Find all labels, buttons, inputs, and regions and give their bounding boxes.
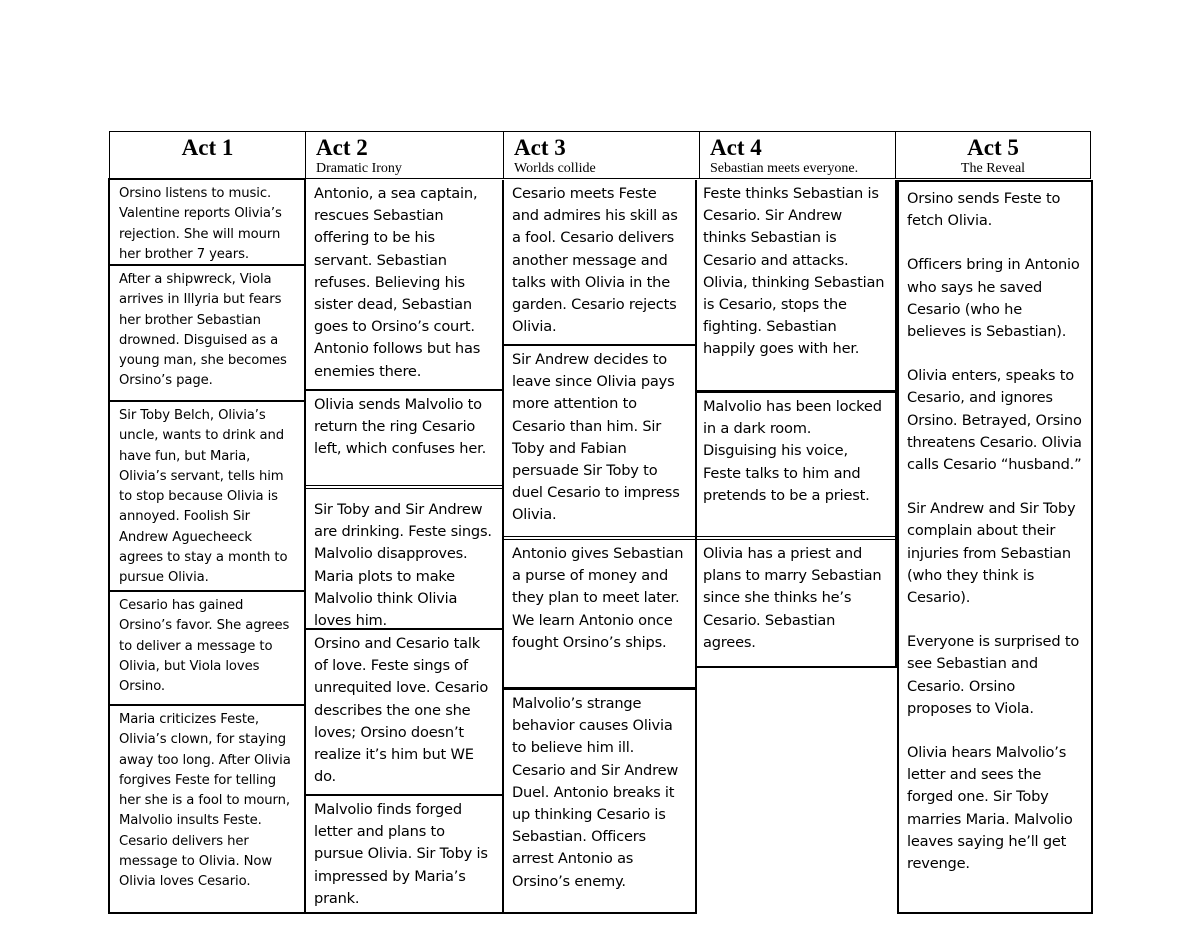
act-1-scene-4 [110,590,304,706]
act-1-column [108,178,306,914]
act-3-scene-4-text: Malvolio’s strange behavior causes Olivia to believe him ill. Cesario and Sir Andrew Duel. Antonio breaks it up thinking Cesario is Sebastian. Officers arrest Antonio as Orsino’s enemy. [512,695,679,890]
act-3-scene-3 [504,536,695,689]
act-1-scene-5 [110,704,304,914]
act-2-subtitle: Dramatic Irony [316,161,402,176]
act-3-subtitle: Worlds collide [514,161,596,176]
header-act-2 [305,131,503,179]
act-3-scene-1 [504,180,695,346]
act-2-scene-2-text: Olivia sends Malvolio to return the ring Cesario left, which confuses her. [314,396,487,458]
act-1-scene-1 [110,178,304,266]
act-1-title: Act 1 [181,135,234,160]
act-4-scene-3 [695,536,895,668]
act-5-paragraph-6: Olivia hears Malvolio’s letter and sees the forged one. Sir Toby marries Maria. Malvolio leaves saying he’ll get revenge. [907,744,1073,873]
act-5-column [897,180,1093,914]
act-5-paragraph-4: Sir Andrew and Sir Toby complain about their injuries from Sebastian (who they think is Cesario). [907,500,1076,607]
act-2-title: Act 2 [316,135,368,160]
act-3-column [502,180,697,914]
header-act-5 [895,131,1091,179]
act-2-scene-4-text: Orsino and Cesario talk of love. Feste sings of unrequited love. Cesario describes the one she loves; Orsino doesn’t realize it’s him but WE do. [314,635,489,786]
act-3-title: Act 3 [514,135,566,160]
act-3-scene-4 [504,687,695,914]
act-2-scene-1 [306,180,502,391]
act-5-paragraph-2: Officers bring in Antonio who says he saved Cesario (who he believes is Sebastian). [907,256,1080,341]
act-2-column [304,180,504,914]
act-2-scene-3-text: Sir Toby and Sir Andrew are drinking. Feste sings. Malvolio disapproves. Maria plots to make Malvolio think Olivia loves him. [314,501,492,630]
header-act-3 [503,131,699,179]
act-5-paragraph-1: Orsino sends Feste to fetch Olivia. [907,190,1061,230]
act-4-scene-2 [695,390,895,538]
act-2-scene-3 [306,485,502,630]
act-2-scene-2 [306,389,502,487]
act-2-scene-5 [306,794,502,914]
act-1-scene-3 [110,400,304,592]
act-1-scene-3-text: Sir Toby Belch, Olivia’s uncle, wants to drink and have fun, but Maria, Olivia’s servant, tells him to stop because Olivia is annoyed. Foolish Sir Andrew Aguecheeck agrees to stay a month to pursue Olivia. [119,408,288,586]
act-2-scene-4 [306,628,502,796]
act-4-title: Act 4 [710,135,762,160]
act-2-scene-1-text: Antonio, a sea captain, rescues Sebastian offering to be his servant. Sebastian refuses. Believing his sister dead, Sebastian goes to Orsino’s court. Antonio follows but has enemies there. [314,185,481,380]
act-2-scene-5-text: Malvolio finds forged letter and plans to pursue Olivia. Sir Toby is impressed by Maria’s prank. [314,801,488,907]
act-4-subtitle: Sebastian meets everyone. [710,161,859,176]
act-4-scene-2-text: Malvolio has been locked in a dark room. Disguising his voice, Feste talks to him and pretends to be a priest. [703,398,882,504]
act-5-title: Act 5 [967,135,1019,160]
act-1-scene-1-text: Orsino listens to music. Valentine reports Olivia’s rejection. She will mourn her brother 7 years. [119,186,282,262]
act-1-scene-4-text: Cesario has gained Orsino’s favor. She agrees to deliver a message to Olivia, but Viola loves Orsino. [119,598,290,695]
act-5-subtitle: The Reveal [960,161,1026,176]
header-act-4 [699,131,895,179]
act-3-scene-2 [504,344,695,538]
act-4-column [695,180,897,668]
act-1-scene-5-text: Maria criticizes Feste, Olivia’s clown, for staying away too long. After Olivia forgives Feste for telling her she is a fool to mourn, Malvolio insults Feste. Cesario delivers her message to Olivia. Now Olivia loves Cesario. [119,712,291,890]
act-1-scene-2-text: After a shipwreck, Viola arrives in Illyria but fears her brother Sebastian drowned. Disguised as a young man, she becomes Orsino’s page. [119,272,287,389]
act-3-scene-3-text: Antonio gives Sebastian a purse of money and they plan to meet later. We learn Antonio once fought Orsino’s ships. [512,545,684,651]
act-4-scene-1-text: Feste thinks Sebastian is Cesario. Sir Andrew thinks Sebastian is Cesario and attacks. Olivia, thinking Sebastian is Cesario, stops the fighting. Sebastian happily goes with her. [703,185,885,358]
act-1-scene-2 [110,264,304,402]
act-4-scene-1 [695,180,895,392]
act-3-scene-1-text: Cesario meets Feste and admires his skill as a fool. Cesario delivers another message and talks with Olivia in the garden. Cesario rejects Olivia. [512,185,678,336]
act-5-paragraph-5: Everyone is surprised to see Sebastian and Cesario. Orsino proposes to Viola. [907,633,1080,717]
act-5-paragraph-3: Olivia enters, speaks to Cesario, and ignores Orsino. Betrayed, Orsino threatens Cesario. Olivia calls Cesario “husband.” [907,367,1082,474]
act-3-scene-2-text: Sir Andrew decides to leave since Olivia pays more attention to Cesario than him. Sir Toby and Fabian persuade Sir Toby to duel Cesario to impress Olivia. [512,351,680,524]
act-5-cell [899,180,1091,914]
header-act-1 [109,131,305,179]
act-4-scene-3-text: Olivia has a priest and plans to marry Sebastian since she thinks he’s Cesario. Sebastian agrees. [703,545,882,651]
